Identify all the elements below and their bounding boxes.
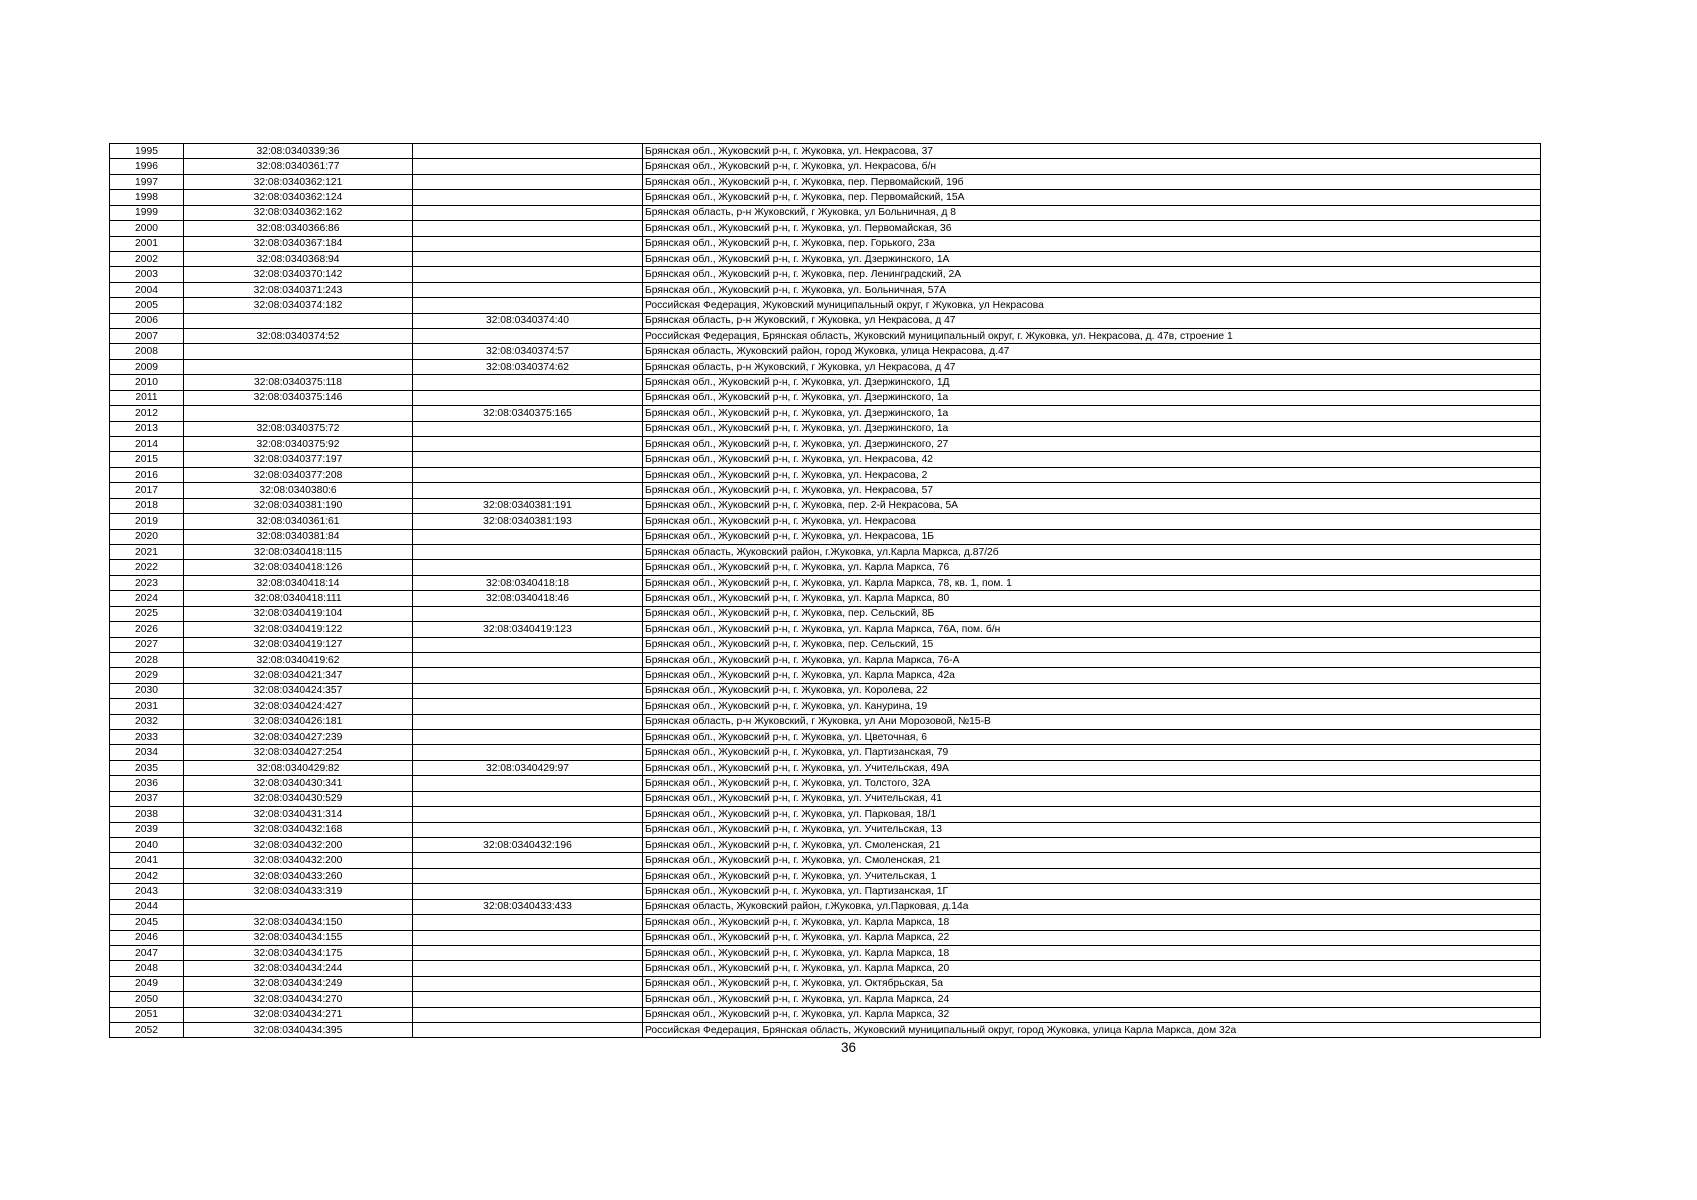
table-row <box>110 745 1541 760</box>
row-number-cell: 2052 <box>110 1023 184 1038</box>
table-row <box>110 282 1541 297</box>
linked-cadastral-number-cell: 32:08:0340418:46 <box>413 591 643 606</box>
table-row <box>110 760 1541 775</box>
address-cell: Брянская обл., Жуковский р-н, г. Жуковка, ул. Канурина, 19 <box>643 699 1541 714</box>
cadastral-number-cell: 32:08:0340434:175 <box>184 945 413 960</box>
linked-cadastral-number-cell: 32:08:0340418:18 <box>413 575 643 590</box>
address-cell: Брянская обл., Жуковский р-н, г. Жуковка, ул. Цветочная, 6 <box>643 730 1541 745</box>
row-number-cell: 2004 <box>110 282 184 297</box>
row-number-cell: 1999 <box>110 205 184 220</box>
address-cell: Брянская обл., Жуковский р-н, г. Жуковка, ул. Учительская, 13 <box>643 822 1541 837</box>
linked-cadastral-number-cell: 32:08:0340419:123 <box>413 622 643 637</box>
linked-cadastral-number-cell <box>413 483 643 498</box>
linked-cadastral-number-cell <box>413 467 643 482</box>
address-cell: Брянская обл., Жуковский р-н, г. Жуковка, ул. Дзержинского, 1А <box>643 251 1541 266</box>
cadastral-number-cell <box>184 359 413 374</box>
linked-cadastral-number-cell <box>413 776 643 791</box>
row-number-cell: 2026 <box>110 622 184 637</box>
address-cell: Брянская обл., Жуковский р-н, г. Жуковка, ул. Карла Маркса, 76 <box>643 560 1541 575</box>
row-number-cell: 2000 <box>110 221 184 236</box>
cadastral-number-cell: 32:08:0340434:270 <box>184 992 413 1007</box>
linked-cadastral-number-cell <box>413 1007 643 1022</box>
cadastral-number-cell: 32:08:0340374:52 <box>184 329 413 344</box>
row-number-cell: 2030 <box>110 683 184 698</box>
address-cell: Брянская обл., Жуковский р-н, г. Жуковка, ул. Некрасова, б/н <box>643 159 1541 174</box>
linked-cadastral-number-cell <box>413 221 643 236</box>
linked-cadastral-number-cell <box>413 544 643 559</box>
row-number-cell: 2019 <box>110 514 184 529</box>
row-number-cell: 2044 <box>110 899 184 914</box>
linked-cadastral-number-cell <box>413 375 643 390</box>
table-row <box>110 375 1541 390</box>
row-number-cell: 2021 <box>110 544 184 559</box>
row-number-cell: 2017 <box>110 483 184 498</box>
row-number-cell: 2038 <box>110 807 184 822</box>
table-row <box>110 236 1541 251</box>
linked-cadastral-number-cell: 32:08:0340429:97 <box>413 760 643 775</box>
row-number-cell: 2007 <box>110 329 184 344</box>
table-row <box>110 945 1541 960</box>
cadastral-number-cell: 32:08:0340375:92 <box>184 437 413 452</box>
cadastral-number-cell: 32:08:0340362:121 <box>184 174 413 189</box>
linked-cadastral-number-cell: 32:08:0340374:62 <box>413 359 643 374</box>
cadastral-number-cell: 32:08:0340377:208 <box>184 467 413 482</box>
cadastral-number-cell: 32:08:0340370:142 <box>184 267 413 282</box>
address-cell: Брянская область, Жуковский район, город Жуковка, улица Некрасова, д.47 <box>643 344 1541 359</box>
address-cell: Брянская обл., Жуковский р-н, г. Жуковка, ул. Учительская, 1 <box>643 868 1541 883</box>
address-cell: Брянская обл., Жуковский р-н, г. Жуковка, ул. Карла Маркса, 76А, пом. б/н <box>643 622 1541 637</box>
cadastral-number-cell: 32:08:0340375:118 <box>184 375 413 390</box>
address-cell: Брянская обл., Жуковский р-н, г. Жуковка, пер. 2-й Некрасова, 5А <box>643 498 1541 513</box>
row-number-cell: 2046 <box>110 930 184 945</box>
cadastral-number-cell: 32:08:0340434:395 <box>184 1023 413 1038</box>
row-number-cell: 2049 <box>110 976 184 991</box>
linked-cadastral-number-cell <box>413 1023 643 1038</box>
cadastral-number-cell: 32:08:0340434:155 <box>184 930 413 945</box>
table-row <box>110 313 1541 328</box>
cadastral-number-cell: 32:08:0340418:111 <box>184 591 413 606</box>
row-number-cell: 2041 <box>110 853 184 868</box>
address-cell: Брянская обл., Жуковский р-н, г. Жуковка, ул. Некрасова, 42 <box>643 452 1541 467</box>
table-row <box>110 884 1541 899</box>
row-number-cell: 2047 <box>110 945 184 960</box>
row-number-cell: 2033 <box>110 730 184 745</box>
address-cell: Брянская область, р-н Жуковский, г Жуковка, ул Ани Морозовой, №15-В <box>643 714 1541 729</box>
row-number-cell: 2013 <box>110 421 184 436</box>
address-cell: Брянская область, Жуковский район, г.Жуковка, ул.Парковая, д.14а <box>643 899 1541 914</box>
cadastral-number-cell: 32:08:0340366:86 <box>184 221 413 236</box>
address-cell: Брянская обл., Жуковский р-н, г. Жуковка, ул. Больничная, 57А <box>643 282 1541 297</box>
linked-cadastral-number-cell <box>413 267 643 282</box>
table-row <box>110 899 1541 914</box>
address-cell: Брянская обл., Жуковский р-н, г. Жуковка, ул. Учительская, 41 <box>643 791 1541 806</box>
table-row <box>110 190 1541 205</box>
address-cell: Брянская область, Жуковский район, г.Жуковка, ул.Карла Маркса, д.87/2б <box>643 544 1541 559</box>
linked-cadastral-number-cell <box>413 730 643 745</box>
cadastral-number-cell: 32:08:0340339:36 <box>184 144 413 159</box>
table-row <box>110 174 1541 189</box>
table-row <box>110 699 1541 714</box>
cadastral-number-cell: 32:08:0340424:427 <box>184 699 413 714</box>
address-cell: Брянская обл., Жуковский р-н, г. Жуковка, ул. Королева, 22 <box>643 683 1541 698</box>
address-cell: Брянская обл., Жуковский р-н, г. Жуковка, ул. Смоленская, 21 <box>643 853 1541 868</box>
row-number-cell: 2020 <box>110 529 184 544</box>
table-row <box>110 144 1541 159</box>
linked-cadastral-number-cell <box>413 930 643 945</box>
cadastral-number-cell: 32:08:0340418:126 <box>184 560 413 575</box>
row-number-cell: 2050 <box>110 992 184 1007</box>
table-row <box>110 298 1541 313</box>
address-cell: Брянская обл., Жуковский р-н, г. Жуковка, пер. Первомайский, 15А <box>643 190 1541 205</box>
table-row <box>110 868 1541 883</box>
cadastral-number-cell: 32:08:0340419:62 <box>184 652 413 667</box>
row-number-cell: 2032 <box>110 714 184 729</box>
linked-cadastral-number-cell <box>413 714 643 729</box>
row-number-cell: 2012 <box>110 406 184 421</box>
table-row <box>110 421 1541 436</box>
row-number-cell: 1997 <box>110 174 184 189</box>
address-cell: Брянская обл., Жуковский р-н, г. Жуковка, ул. Дзержинского, 1а <box>643 390 1541 405</box>
row-number-cell: 2035 <box>110 760 184 775</box>
address-cell: Брянская обл., Жуковский р-н, г. Жуковка, ул. Учительская, 49А <box>643 760 1541 775</box>
address-cell: Брянская обл., Жуковский р-н, г. Жуковка, ул. Дзержинского, 1а <box>643 421 1541 436</box>
linked-cadastral-number-cell <box>413 174 643 189</box>
cadastral-number-cell: 32:08:0340432:168 <box>184 822 413 837</box>
table-row <box>110 591 1541 606</box>
table-row <box>110 992 1541 1007</box>
address-cell: Брянская обл., Жуковский р-н, г. Жуковка, ул. Некрасова, 37 <box>643 144 1541 159</box>
linked-cadastral-number-cell: 32:08:0340381:191 <box>413 498 643 513</box>
linked-cadastral-number-cell <box>413 298 643 313</box>
linked-cadastral-number-cell <box>413 251 643 266</box>
cadastral-number-cell: 32:08:0340432:200 <box>184 853 413 868</box>
linked-cadastral-number-cell <box>413 976 643 991</box>
row-number-cell: 2001 <box>110 236 184 251</box>
cadastral-number-cell: 32:08:0340367:184 <box>184 236 413 251</box>
cadastral-number-cell: 32:08:0340362:162 <box>184 205 413 220</box>
table-body <box>110 144 1541 1038</box>
address-cell: Брянская обл., Жуковский р-н, г. Жуковка, ул. Парковая, 18/1 <box>643 807 1541 822</box>
table-row <box>110 714 1541 729</box>
linked-cadastral-number-cell <box>413 560 643 575</box>
address-cell: Российская Федерация, Брянская область, Жуковский муниципальный округ, город Жуковка, улица Карла Маркса, дом 32а <box>643 1023 1541 1038</box>
cadastral-number-cell: 32:08:0340375:72 <box>184 421 413 436</box>
address-cell: Российская Федерация, Жуковский муниципальный округ, г Жуковка, ул Некрасова <box>643 298 1541 313</box>
linked-cadastral-number-cell <box>413 652 643 667</box>
address-cell: Брянская обл., Жуковский р-н, г. Жуковка, ул. Первомайская, 36 <box>643 221 1541 236</box>
row-number-cell: 1996 <box>110 159 184 174</box>
row-number-cell: 2018 <box>110 498 184 513</box>
table-row <box>110 776 1541 791</box>
cadastral-number-cell: 32:08:0340418:115 <box>184 544 413 559</box>
row-number-cell: 2011 <box>110 390 184 405</box>
cadastral-number-cell: 32:08:0340419:104 <box>184 606 413 621</box>
cadastral-number-cell: 32:08:0340434:271 <box>184 1007 413 1022</box>
table-row <box>110 622 1541 637</box>
cadastral-number-cell: 32:08:0340361:77 <box>184 159 413 174</box>
address-cell: Российская Федерация, Брянская область, Жуковский муниципальный округ, г. Жуковка, ул. Некрасова, д. 47в, строение 1 <box>643 329 1541 344</box>
cadastral-number-cell: 32:08:0340377:197 <box>184 452 413 467</box>
row-number-cell: 2006 <box>110 313 184 328</box>
row-number-cell: 2005 <box>110 298 184 313</box>
table-row <box>110 514 1541 529</box>
table-row <box>110 437 1541 452</box>
cadastral-number-cell: 32:08:0340368:94 <box>184 251 413 266</box>
linked-cadastral-number-cell: 32:08:0340374:40 <box>413 313 643 328</box>
row-number-cell: 2016 <box>110 467 184 482</box>
linked-cadastral-number-cell: 32:08:0340381:193 <box>413 514 643 529</box>
cadastral-number-cell: 32:08:0340427:254 <box>184 745 413 760</box>
row-number-cell: 2024 <box>110 591 184 606</box>
row-number-cell: 1995 <box>110 144 184 159</box>
linked-cadastral-number-cell <box>413 807 643 822</box>
table-row <box>110 915 1541 930</box>
table-row <box>110 205 1541 220</box>
table-row <box>110 406 1541 421</box>
row-number-cell: 2015 <box>110 452 184 467</box>
address-cell: Брянская обл., Жуковский р-н, г. Жуковка, пер. Сельский, 15 <box>643 637 1541 652</box>
address-cell: Брянская область, р-н Жуковский, г Жуковка, ул Некрасова, д 47 <box>643 359 1541 374</box>
address-cell: Брянская обл., Жуковский р-н, г. Жуковка, ул. Карла Маркса, 78, кв. 1, пом. 1 <box>643 575 1541 590</box>
address-cell: Брянская обл., Жуковский р-н, г. Жуковка, ул. Октябрьская, 5а <box>643 976 1541 991</box>
document-sheet <box>109 143 1540 1038</box>
linked-cadastral-number-cell <box>413 144 643 159</box>
row-number-cell: 2022 <box>110 560 184 575</box>
cadastral-number-cell: 32:08:0340432:200 <box>184 837 413 852</box>
cadastral-number-cell: 32:08:0340424:357 <box>184 683 413 698</box>
address-cell: Брянская обл., Жуковский р-н, г. Жуковка, ул. Карла Маркса, 22 <box>643 930 1541 945</box>
address-cell: Брянская обл., Жуковский р-н, г. Жуковка, ул. Карла Маркса, 18 <box>643 915 1541 930</box>
linked-cadastral-number-cell <box>413 236 643 251</box>
address-cell: Брянская обл., Жуковский р-н, г. Жуковка, ул. Некрасова, 1Б <box>643 529 1541 544</box>
address-cell: Брянская обл., Жуковский р-н, г. Жуковка, пер. Сельский, 8Б <box>643 606 1541 621</box>
linked-cadastral-number-cell <box>413 190 643 205</box>
cadastral-number-cell: 32:08:0340431:314 <box>184 807 413 822</box>
row-number-cell: 2036 <box>110 776 184 791</box>
row-number-cell: 2028 <box>110 652 184 667</box>
linked-cadastral-number-cell <box>413 421 643 436</box>
address-cell: Брянская обл., Жуковский р-н, г. Жуковка, пер. Горького, 23а <box>643 236 1541 251</box>
cadastral-number-cell: 32:08:0340381:84 <box>184 529 413 544</box>
address-cell: Брянская обл., Жуковский р-н, г. Жуковка, ул. Дзержинского, 1Д <box>643 375 1541 390</box>
cadastral-number-cell: 32:08:0340433:319 <box>184 884 413 899</box>
table-row <box>110 159 1541 174</box>
linked-cadastral-number-cell <box>413 437 643 452</box>
address-cell: Брянская обл., Жуковский р-н, г. Жуковка, ул. Некрасова <box>643 514 1541 529</box>
table-row <box>110 730 1541 745</box>
address-cell: Брянская обл., Жуковский р-н, г. Жуковка, ул. Карла Маркса, 42а <box>643 668 1541 683</box>
linked-cadastral-number-cell <box>413 452 643 467</box>
linked-cadastral-number-cell <box>413 853 643 868</box>
cadastral-number-cell: 32:08:0340426:181 <box>184 714 413 729</box>
cadastral-number-cell: 32:08:0340430:341 <box>184 776 413 791</box>
cadastral-number-cell: 32:08:0340375:146 <box>184 390 413 405</box>
linked-cadastral-number-cell <box>413 822 643 837</box>
linked-cadastral-number-cell <box>413 390 643 405</box>
table-row <box>110 575 1541 590</box>
cadastral-number-cell: 32:08:0340434:150 <box>184 915 413 930</box>
cadastral-number-cell <box>184 899 413 914</box>
row-number-cell: 2014 <box>110 437 184 452</box>
linked-cadastral-number-cell: 32:08:0340375:165 <box>413 406 643 421</box>
row-number-cell: 2039 <box>110 822 184 837</box>
table-row <box>110 221 1541 236</box>
address-cell: Брянская обл., Жуковский р-н, г. Жуковка, ул. Карла Маркса, 32 <box>643 1007 1541 1022</box>
linked-cadastral-number-cell <box>413 745 643 760</box>
cadastral-number-cell: 32:08:0340419:127 <box>184 637 413 652</box>
address-cell: Брянская область, р-н Жуковский, г Жуковка, ул Некрасова, д 47 <box>643 313 1541 328</box>
table-row <box>110 544 1541 559</box>
row-number-cell: 2009 <box>110 359 184 374</box>
cadastral-number-cell <box>184 313 413 328</box>
cadastral-number-cell: 32:08:0340362:124 <box>184 190 413 205</box>
cadastral-number-cell: 32:08:0340361:61 <box>184 514 413 529</box>
row-number-cell: 1998 <box>110 190 184 205</box>
linked-cadastral-number-cell: 32:08:0340433:433 <box>413 899 643 914</box>
table-row <box>110 807 1541 822</box>
row-number-cell: 2037 <box>110 791 184 806</box>
table-row <box>110 452 1541 467</box>
linked-cadastral-number-cell <box>413 945 643 960</box>
address-cell: Брянская обл., Жуковский р-н, г. Жуковка, ул. Смоленская, 21 <box>643 837 1541 852</box>
address-cell: Брянская область, р-н Жуковский, г Жуковка, ул Больничная, д 8 <box>643 205 1541 220</box>
table-row <box>110 329 1541 344</box>
address-cell: Брянская обл., Жуковский р-н, г. Жуковка, ул. Толстого, 32А <box>643 776 1541 791</box>
linked-cadastral-number-cell <box>413 159 643 174</box>
address-cell: Брянская обл., Жуковский р-н, г. Жуковка, ул. Некрасова, 2 <box>643 467 1541 482</box>
cadastral-number-cell: 32:08:0340380:6 <box>184 483 413 498</box>
table-row <box>110 976 1541 991</box>
page-number: 36 <box>840 1040 857 1055</box>
cadastral-number-cell: 32:08:0340421:347 <box>184 668 413 683</box>
table-row <box>110 837 1541 852</box>
cadastral-number-cell: 32:08:0340434:249 <box>184 976 413 991</box>
row-number-cell: 2010 <box>110 375 184 390</box>
cadastral-number-cell: 32:08:0340434:244 <box>184 961 413 976</box>
cadastral-number-cell: 32:08:0340418:14 <box>184 575 413 590</box>
address-cell: Брянская обл., Жуковский р-н, г. Жуковка, ул. Карла Маркса, 76-А <box>643 652 1541 667</box>
row-number-cell: 2027 <box>110 637 184 652</box>
cadastral-number-cell <box>184 344 413 359</box>
table-row <box>110 390 1541 405</box>
address-cell: Брянская обл., Жуковский р-н, г. Жуковка, ул. Партизанская, 1Г <box>643 884 1541 899</box>
cadastral-number-cell: 32:08:0340427:239 <box>184 730 413 745</box>
row-number-cell: 2048 <box>110 961 184 976</box>
address-cell: Брянская обл., Жуковский р-н, г. Жуковка, пер. Первомайский, 19б <box>643 174 1541 189</box>
table-row <box>110 853 1541 868</box>
cadastral-number-cell: 32:08:0340430:529 <box>184 791 413 806</box>
row-number-cell: 2031 <box>110 699 184 714</box>
linked-cadastral-number-cell <box>413 884 643 899</box>
table-row <box>110 930 1541 945</box>
linked-cadastral-number-cell <box>413 668 643 683</box>
table-row <box>110 467 1541 482</box>
linked-cadastral-number-cell <box>413 205 643 220</box>
address-cell: Брянская обл., Жуковский р-н, г. Жуковка, ул. Дзержинского, 27 <box>643 437 1541 452</box>
table-row <box>110 652 1541 667</box>
linked-cadastral-number-cell <box>413 529 643 544</box>
row-number-cell: 2029 <box>110 668 184 683</box>
table-row <box>110 267 1541 282</box>
cadastral-number-cell: 32:08:0340381:190 <box>184 498 413 513</box>
row-number-cell: 2023 <box>110 575 184 590</box>
linked-cadastral-number-cell <box>413 791 643 806</box>
cadastral-number-cell: 32:08:0340433:260 <box>184 868 413 883</box>
address-cell: Брянская обл., Жуковский р-н, г. Жуковка, ул. Партизанская, 79 <box>643 745 1541 760</box>
table-row <box>110 560 1541 575</box>
row-number-cell: 2008 <box>110 344 184 359</box>
linked-cadastral-number-cell <box>413 992 643 1007</box>
table-row <box>110 683 1541 698</box>
linked-cadastral-number-cell <box>413 699 643 714</box>
cadastral-number-cell: 32:08:0340419:122 <box>184 622 413 637</box>
address-cell: Брянская обл., Жуковский р-н, г. Жуковка, ул. Карла Маркса, 80 <box>643 591 1541 606</box>
table-row <box>110 961 1541 976</box>
linked-cadastral-number-cell <box>413 282 643 297</box>
table-row <box>110 1007 1541 1022</box>
table-row <box>110 359 1541 374</box>
table-row <box>110 606 1541 621</box>
table-row <box>110 529 1541 544</box>
address-cell: Брянская обл., Жуковский р-н, г. Жуковка, пер. Ленинградский, 2А <box>643 267 1541 282</box>
linked-cadastral-number-cell <box>413 961 643 976</box>
linked-cadastral-number-cell <box>413 606 643 621</box>
table-row <box>110 637 1541 652</box>
address-cell: Брянская обл., Жуковский р-н, г. Жуковка, ул. Карла Маркса, 24 <box>643 992 1541 1007</box>
row-number-cell: 2002 <box>110 251 184 266</box>
table-row <box>110 483 1541 498</box>
table-row <box>110 791 1541 806</box>
address-cell: Брянская обл., Жуковский р-н, г. Жуковка, ул. Дзержинского, 1а <box>643 406 1541 421</box>
row-number-cell: 2025 <box>110 606 184 621</box>
linked-cadastral-number-cell: 32:08:0340374:57 <box>413 344 643 359</box>
cadastral-number-cell: 32:08:0340429:82 <box>184 760 413 775</box>
table-row <box>110 668 1541 683</box>
row-number-cell: 2042 <box>110 868 184 883</box>
linked-cadastral-number-cell <box>413 683 643 698</box>
cadastral-number-cell: 32:08:0340374:182 <box>184 298 413 313</box>
table-row <box>110 251 1541 266</box>
linked-cadastral-number-cell <box>413 915 643 930</box>
table-row <box>110 1023 1541 1038</box>
linked-cadastral-number-cell: 32:08:0340432:196 <box>413 837 643 852</box>
row-number-cell: 2040 <box>110 837 184 852</box>
table-row <box>110 822 1541 837</box>
row-number-cell: 2003 <box>110 267 184 282</box>
table-row <box>110 498 1541 513</box>
address-cell: Брянская обл., Жуковский р-н, г. Жуковка, ул. Карла Маркса, 20 <box>643 961 1541 976</box>
row-number-cell: 2045 <box>110 915 184 930</box>
table-row <box>110 344 1541 359</box>
cadastral-number-cell: 32:08:0340371:243 <box>184 282 413 297</box>
linked-cadastral-number-cell <box>413 329 643 344</box>
cadastral-number-cell <box>184 406 413 421</box>
linked-cadastral-number-cell <box>413 637 643 652</box>
address-cell: Брянская обл., Жуковский р-н, г. Жуковка, ул. Карла Маркса, 18 <box>643 945 1541 960</box>
linked-cadastral-number-cell <box>413 868 643 883</box>
row-number-cell: 2034 <box>110 745 184 760</box>
cadastral-table <box>109 143 1541 1038</box>
address-cell: Брянская обл., Жуковский р-н, г. Жуковка, ул. Некрасова, 57 <box>643 483 1541 498</box>
row-number-cell: 2051 <box>110 1007 184 1022</box>
row-number-cell: 2043 <box>110 884 184 899</box>
